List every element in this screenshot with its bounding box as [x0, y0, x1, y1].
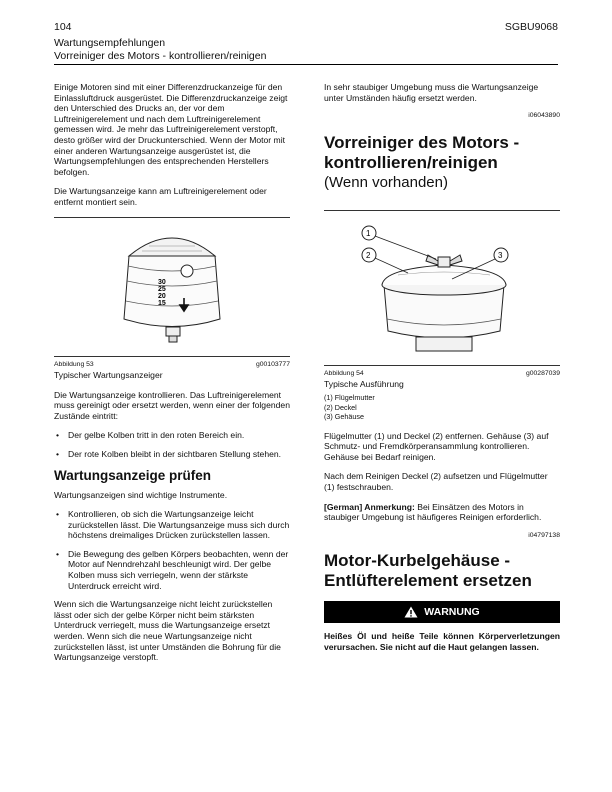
figure-number: Abbildung 54 — [324, 370, 364, 378]
warning-text: Heißes Öl und heiße Teile können Körperverletzungen verursachen. Sie nicht auf die Haut gelangen lassen. — [324, 630, 560, 652]
heading-main: Vorreiniger des Motors - kontrollieren/reinigen — [324, 133, 520, 173]
section-title: Wartungsempfehlungen — [54, 37, 166, 49]
figure-title: Typischer Wartungsanzeiger — [54, 369, 163, 380]
service-indicator-illustration — [54, 226, 290, 352]
list-item: • Kontrollieren, ob sich die Wartungsanzeige leicht zurückstellen lässt. Die Wartungsanzeige muss sich durch höchstens dreimaliges Drücken zurückstellen lassen. — [68, 509, 290, 541]
scale-mark: 15 — [158, 299, 166, 307]
divider — [54, 217, 290, 218]
note-text: Bei Einsätzen des Motors in staubiger Umgebung ist häufigeres Reinigen erforderlich. — [324, 501, 542, 523]
legend-item: (1) Flügelmutter — [324, 393, 375, 403]
paragraph: Die Wartungsanzeige kontrollieren. Das Luftreinigerelement muss gereinigt oder ersetzt werden, wenn einer der folgenden Zustände eintritt: — [54, 389, 290, 421]
paragraph: In sehr staubiger Umgebung muss die Wartungsanzeige unter Umständen häufig ersetzt werden. — [324, 82, 539, 103]
legend-item: (3) Gehäuse — [324, 412, 364, 422]
figure-53 — [54, 226, 290, 352]
figure-title: Typische Ausführung — [324, 379, 404, 390]
page-number: 104 — [54, 21, 72, 33]
heading-sub: (Wenn vorhanden) — [324, 174, 448, 192]
paragraph: Die Wartungsanzeige kann am Luftreinigerelement oder entfernt montiert sein. — [54, 186, 267, 207]
figure-legend — [324, 393, 560, 422]
paragraph: Wenn sich die Wartungsanzeige nicht leicht zurückstellen lässt oder sich der gelbe Körper nicht beim stärksten Unterdruck verriegelt, muss die Wartungsanzeige ersetzt werden. Wenn sich die neue Wartungsanzeige nicht zurückstellen lässt, ist unter Umständen die Bohrung für die Wartungsanzeige verstopft. — [54, 599, 281, 663]
paragraph: Nach dem Reinigen Deckel (2) aufsetzen und Flügelmutter (1) festschrauben. — [324, 471, 548, 493]
paragraph: Wartungsanzeigen sind wichtige Instrumente. — [54, 489, 228, 500]
list-item: • Der gelbe Kolben tritt in den roten Bereich ein. — [68, 430, 290, 441]
reference-id: i04797138 — [528, 531, 560, 539]
paragraph: Flügelmutter (1) und Deckel (2) entfernen. Gehäuse (3) auf Schmutz- und Fremdkörperansammlung kontrollieren. Gehäuse bei Bedarf reinigen. — [324, 430, 549, 462]
warning-label: WARNUNG — [424, 605, 480, 618]
paragraph: Einige Motoren sind mit einer Differenzdruckanzeige für den Einlassluftdruck ausgerüstet. Die Differenzdruckanzeige zeigt den Unterschied des Drucks an, der vor dem Luftreinigerelement und nach dem Luftreinigerelement gemessen wird. Je mehr das Luftreinigerelement verstopft, desto größer wird der Druckunterschied. Wenn der Motor mit einer anderen Wartungsanzeige ausgerüstet ist, die Wartungsempfehlungen des entsprechenden Herstellers befolgen. — [54, 82, 288, 177]
callout-number: 2 — [366, 251, 371, 261]
bullet-list — [54, 430, 290, 459]
precleaner-illustration — [324, 219, 560, 361]
warning-banner — [324, 601, 560, 623]
right-column — [324, 82, 560, 653]
left-column — [54, 82, 290, 672]
callout-number: 3 — [498, 251, 503, 261]
divider — [324, 365, 560, 366]
divider — [324, 210, 560, 211]
figure-caption — [54, 361, 290, 368]
header-rule — [54, 64, 558, 65]
section-heading: Wartungsanzeige prüfen — [54, 467, 212, 483]
divider — [54, 356, 290, 357]
section-heading: Motor-Kurbelgehäuse - Entlüfterelement ersetzen — [324, 550, 532, 590]
note — [324, 502, 560, 523]
subsection-title: Vorreiniger des Motors - kontrollieren/reinigen — [54, 50, 267, 62]
list-item: • Die Bewegung des gelben Körpers beobachten, wenn der Motor auf Nenndrehzahl beschleunigt wird. Der gelbe Kolben muss sich verriegeln, wenn der stärkste Unterdruck erreicht wird. — [68, 549, 290, 591]
figure-code: g00103777 — [255, 360, 290, 368]
figure-caption — [324, 370, 560, 377]
legend-item: (2) Deckel — [324, 402, 357, 412]
list-item: • Der rote Kolben bleibt in der sichtbaren Stellung stehen. — [68, 449, 290, 460]
figure-number: Abbildung 53 — [54, 360, 94, 368]
document-id: SGBU9068 — [504, 21, 558, 33]
figure-code: g00287039 — [525, 370, 560, 378]
warning-icon — [404, 606, 418, 618]
bullet-list — [54, 509, 290, 591]
scale-mark: 20 — [158, 292, 166, 300]
reference-id: i06043890 — [528, 112, 560, 120]
note-label: [German] Anmerkung: — [324, 501, 415, 512]
callout-number: 1 — [366, 229, 371, 239]
figure-54 — [324, 219, 560, 361]
scale-mark: 25 — [158, 285, 166, 293]
section-heading — [324, 133, 560, 192]
scale-mark: 30 — [158, 278, 166, 286]
